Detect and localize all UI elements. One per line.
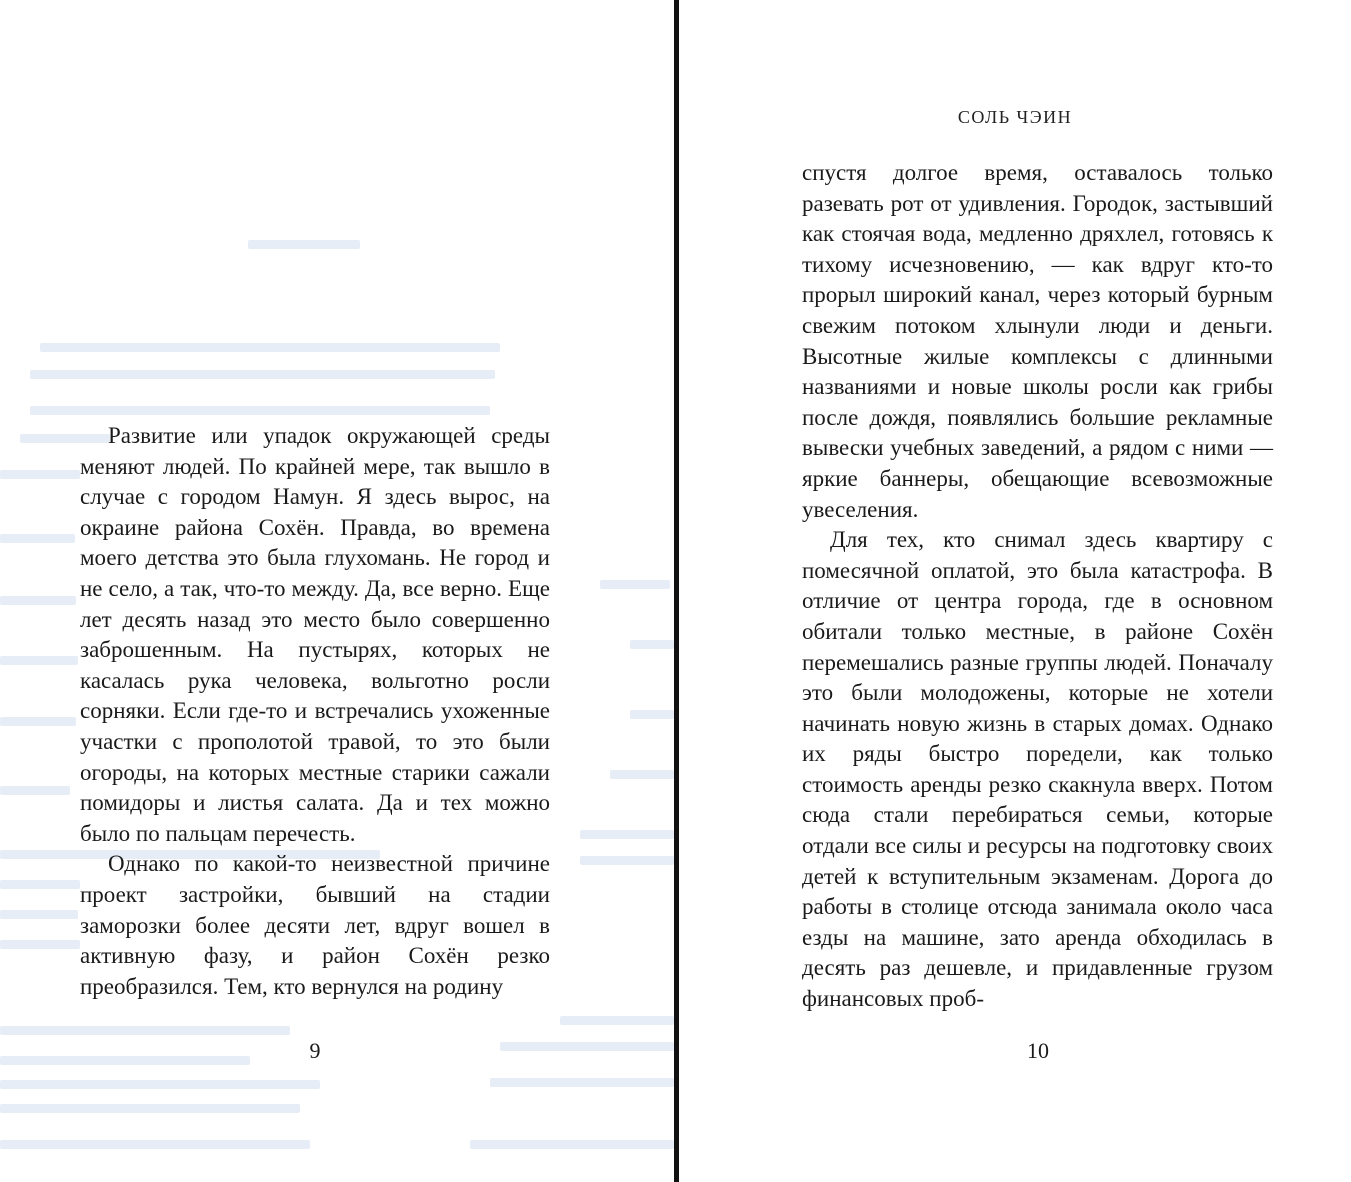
paragraph: спустя долгое время, оставалось только разевать рот от удивления. Городок, застывший как стоячая вода, медленно дряхлел, готовясь к тихому исчезновению, — как вдруг кто-то прорыл широкий канал, через который бурным свежим потоком хлынули люди и деньги. Высотные жилые комплексы с длинными названиями и новые школы росли как грибы после дождя, появлялись большие рекламные вывески учебных заведений, а рядом с ними — яркие баннеры, обещающие всевозможные увеселения.	[802, 160, 1273, 522]
paragraph: Однако по какой-то неизвестной причине проект застройки, бывший на стадии заморозки более десяти лет, вдруг вошел в активную фазу, и район Сохён резко преобразился. Тем, кто вернулся на родину	[80, 851, 550, 999]
left-page-body-text	[80, 421, 550, 1002]
paragraph: Для тех, кто снимал здесь квартиру с помесячной оплатой, это была катастрофа. В отличие от центра города, где в основном обитали только местные, в районе Сохён перемешались разные группы людей. Поначалу это были молодожены, которые не хотели начинать новую жизнь в старых домах. Однако их ряды быстро поредели, как только стоимость аренды резко скакнула вверх. Потом сюда стали перебираться семьи, которые отдали все силы и ресурсы на подготовку своих детей к вступительным экзаменам. Дорога до работы в столице отсюда занимала около часа езды на машине, зато аренда обходилась в десять раз дешевле, и придавленные грузом финансовых проб-	[802, 527, 1273, 1012]
running-head-author: СОЛЬ ЧЭИН	[957, 107, 1073, 127]
paragraph: Развитие или упадок окружающей среды меняют людей. По крайней мере, так вышло в случае с городом Намун. Я здесь вырос, на окраине района Сохён. Правда, во времена моего детства это была глухомань. Не город и не село, а так, что-то между. Да, все верно. Еще лет десять назад это место было совершенно заброшенным. На пустырях, которых не касалась рука человека, вольготно росли сорняки. Если где-то и встречались ухоженные участки с прополотой травой, то это были огороды, на которых местные старики сажали помидоры и листья салата. Да и тех можно было по пальцам перечесть.	[80, 423, 550, 846]
page-number-right: 10	[1027, 1038, 1049, 1063]
left-page	[0, 0, 674, 1182]
right-page-body-text	[802, 158, 1273, 1015]
right-page	[679, 0, 1351, 1182]
page-number-left: 9	[309, 1038, 321, 1063]
